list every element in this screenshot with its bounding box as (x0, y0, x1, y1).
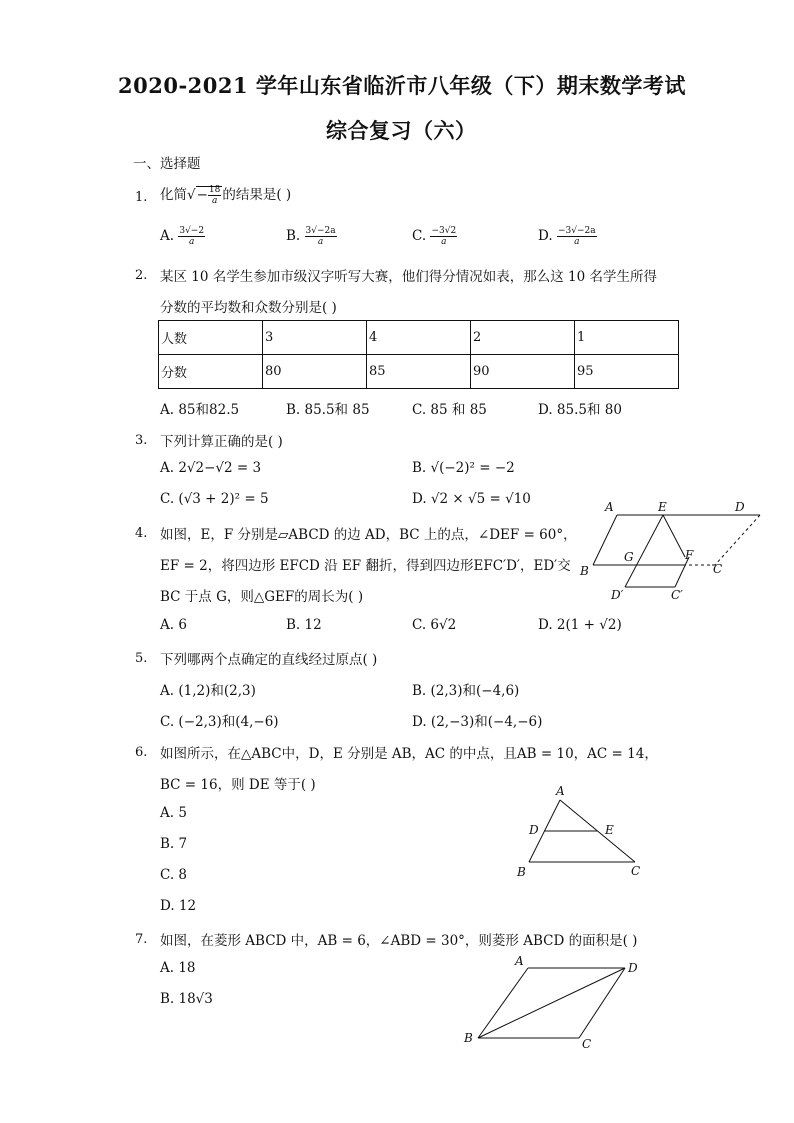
q6-option-a[interactable]: A. 5 (160, 805, 187, 821)
q1-option-b[interactable] (286, 226, 337, 247)
q4-option-c[interactable]: C. 6√2 (412, 617, 457, 633)
q3-option-c[interactable]: C. (√3 + 2)² = 5 (160, 491, 269, 507)
score-table (158, 320, 679, 389)
fig-label: C (582, 1037, 592, 1051)
q5-number: 5. (135, 651, 148, 666)
fig-label: C (713, 562, 723, 576)
q4-stem-line1: 如图，E，F 分别是▱ABCD 的边 AD，BC 上的点，∠DEF = 60°， (160, 527, 577, 543)
q1-stem-post: 的结果是( ) (222, 187, 292, 203)
q1-number: 1. (135, 190, 148, 205)
fig-label: B (464, 1031, 473, 1045)
fig-label: A (556, 784, 565, 798)
q5-option-b[interactable]: B. (2,3)和(−4,6) (412, 683, 520, 699)
q1-stem-frac-num: 18 (208, 185, 221, 195)
q2-stem-line2: 分数的平均数和众数分别是( ) (160, 300, 337, 316)
q1-option-d-label: D. (538, 228, 553, 244)
fig-label: F (685, 548, 694, 562)
q3-option-a[interactable]: A. 2√2−√2 = 3 (160, 460, 262, 476)
q1-stem-minus: − (196, 187, 208, 203)
fig-label: D′ (611, 588, 624, 602)
q5-option-d[interactable]: D. (2,−3)和(−4,−6) (412, 714, 543, 730)
q1-option-a-num: 3√−2 (179, 226, 205, 236)
fig-label: D (628, 961, 638, 975)
q1-option-d-den: a (574, 237, 580, 247)
q1-option-b-label: B. (286, 228, 301, 244)
table-cell: 95 (575, 355, 679, 389)
table-cell: 4 (367, 321, 471, 355)
fig-line (715, 515, 760, 565)
q1-option-b-den: a (317, 237, 324, 247)
q6-number: 6. (135, 745, 148, 760)
q1-option-b-num: 3√−2a (305, 226, 336, 236)
q5-stem: 下列哪两个点确定的直线经过原点( ) (160, 652, 378, 668)
table-cell: 80 (263, 355, 367, 389)
table-cell: 分数 (159, 355, 263, 389)
table-cell: 人数 (159, 321, 263, 355)
q4-stem-line2: EF = 2，将四边形 EFCD 沿 EF 翻折，得到四边形EFC′D′，ED′交 (160, 558, 571, 574)
q2-option-c[interactable]: C. 85 和 85 (412, 402, 487, 418)
doc-title-line2: 综合复习（六） (326, 118, 477, 143)
q6-stem-line1: 如图所示，在△ABC中，D，E 分别是 AB，AC 的中点，且AB = 10，AC = 14， (160, 746, 658, 762)
q7-option-b[interactable]: B. 18√3 (160, 991, 213, 1007)
q5-option-c[interactable]: C. (−2,3)和(4,−6) (160, 714, 279, 730)
q3-option-b[interactable]: B. √(−2)² = −2 (412, 460, 515, 476)
q1-option-a-label: A. (160, 228, 175, 244)
fig-label: G (624, 550, 634, 564)
q4-stem-line3: BC 于点 G，则△GEF的周长为( ) (160, 589, 364, 605)
q4-option-a[interactable]: A. 6 (160, 617, 187, 633)
q6-triangle-figure (505, 780, 655, 885)
table-cell: 90 (471, 355, 575, 389)
q4-option-d[interactable]: D. 2(1 + √2) (538, 617, 622, 633)
q1-option-c-label: C. (412, 228, 427, 244)
q1-option-d-num: −3√−2a (557, 226, 596, 236)
fig-label: E (658, 500, 667, 514)
q2-stem-line1: 某区 10 名学生参加市级汉字听写大赛，他们得分情况如表，那么这 10 名学生所得 (160, 269, 658, 285)
fig-line (478, 968, 625, 1038)
q1-option-c[interactable] (412, 226, 457, 247)
fig-line (663, 515, 685, 557)
fig-label: C (631, 864, 641, 878)
fig-label: C′ (671, 588, 683, 602)
section-heading: 一、选择题 (133, 156, 201, 172)
q1-stem (160, 183, 291, 206)
doc-title-line1: 2020-2021 学年山东省临沂市八年级（下）期末数学考试 (118, 73, 686, 98)
q6-stem-line2: BC = 16，则 DE 等于( ) (160, 777, 316, 793)
q4-option-b[interactable]: B. 12 (286, 617, 322, 633)
q1-option-c-den: a (441, 237, 447, 247)
q3-number: 3. (135, 433, 148, 448)
fig-label: A (515, 954, 524, 968)
fig-label: D (529, 823, 539, 837)
q6-option-b[interactable]: B. 7 (160, 836, 188, 852)
q2-number: 2. (135, 268, 148, 283)
fig-line (478, 968, 528, 1038)
fig-label: D (735, 500, 745, 514)
fig-label: E (605, 823, 614, 837)
q1-option-a-den: a (189, 237, 195, 247)
q2-option-b[interactable]: B. 85.5和 85 (286, 402, 370, 418)
table-cell: 85 (367, 355, 471, 389)
q6-option-c[interactable]: C. 8 (160, 867, 188, 883)
q1-option-d[interactable] (538, 226, 597, 247)
q7-number: 7. (135, 932, 148, 947)
q7-rhombus-figure (455, 950, 655, 1055)
q1-stem-frac-den: a (211, 196, 218, 206)
q5-option-a[interactable]: A. (1,2)和(2,3) (160, 683, 256, 699)
q2-option-a[interactable]: A. 85和82.5 (160, 402, 240, 418)
sqrt-symbol: √ (187, 187, 196, 203)
q3-option-d[interactable]: D. √2 × √5 = √10 (412, 491, 531, 507)
q2-option-d[interactable]: D. 85.5和 80 (538, 402, 622, 418)
q6-option-d[interactable]: D. 12 (160, 898, 197, 914)
table-row (159, 355, 679, 389)
table-row (159, 321, 679, 355)
q1-stem-pre: 化简 (160, 187, 187, 203)
q3-stem: 下列计算正确的是( ) (160, 434, 283, 450)
q4-parallelogram-figure (575, 495, 775, 605)
fig-line (593, 515, 617, 565)
table-cell: 3 (263, 321, 367, 355)
table-cell: 1 (575, 321, 679, 355)
q7-option-a[interactable]: A. 18 (160, 960, 196, 976)
q4-number: 4. (135, 526, 148, 541)
table-cell: 2 (471, 321, 575, 355)
q1-option-a[interactable] (160, 226, 205, 247)
fig-label: A (605, 500, 614, 514)
q7-stem: 如图，在菱形 ABCD 中，AB = 6，∠ABD = 30°，则菱形 ABCD 的面积是( ) (160, 933, 638, 949)
q1-option-c-num: −3√2 (431, 226, 457, 236)
fig-label: B (517, 865, 526, 879)
fig-label: B (580, 564, 589, 578)
